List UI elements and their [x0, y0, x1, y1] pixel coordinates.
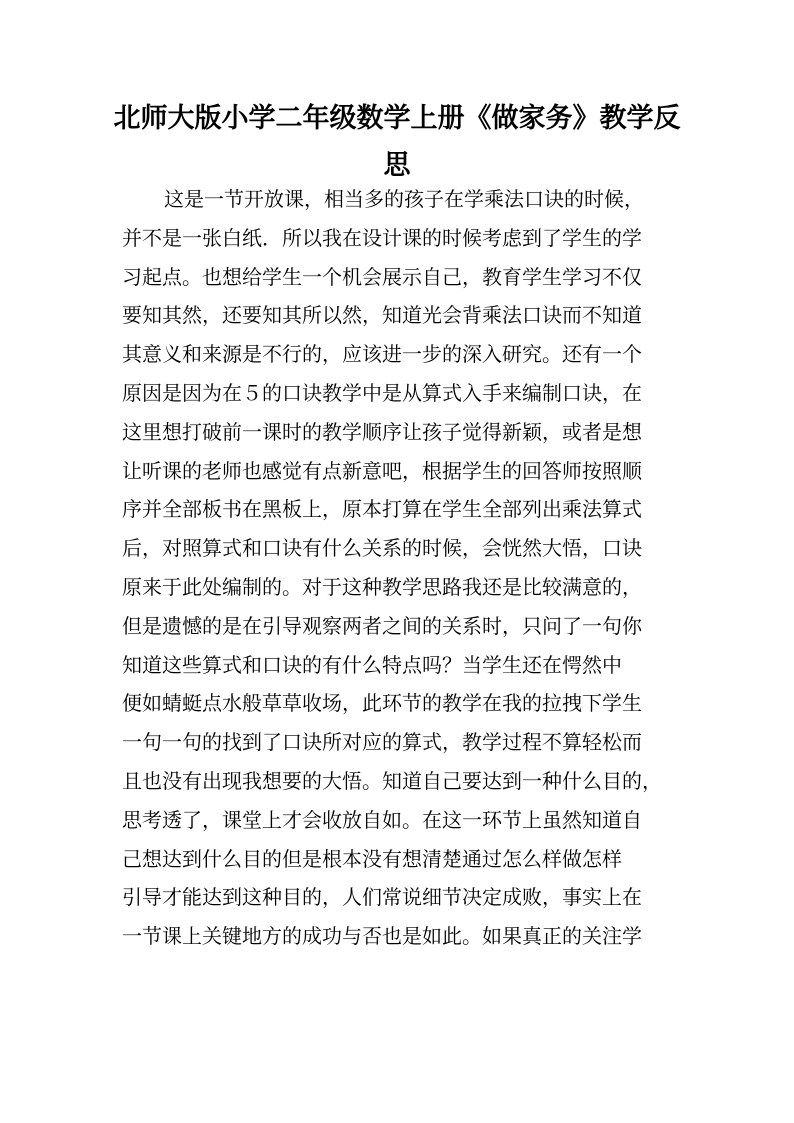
paragraph-line: 一句一句的找到了口诀所对应的算式，教学过程不算轻松而 — [122, 730, 642, 755]
paragraph-line: 让听课的老师也感觉有点新意吧，根据学生的回答师按照顺 — [122, 458, 642, 483]
paragraph-line: 要知其然，还要知其所以然，知道光会背乘法口诀而不知道 — [122, 303, 642, 328]
paragraph-line: 便如蜻蜓点水般草草收场，此环节的教学在我的拉拽下学生 — [122, 691, 642, 716]
paragraph-line: 习起点。也想给学生一个机会展示自己，教育学生学习不仅 — [122, 264, 642, 289]
paragraph-line: 后，对照算式和口诀有什么关系的时候，会恍然大悟，口诀 — [122, 536, 642, 561]
paragraph-line: 思考透了，课堂上才会收放自如。在这一环节上虽然知道自 — [122, 807, 642, 832]
paragraph-line: 其意义和来源是不行的，应该进一步的深入研究。还有一个 — [122, 342, 642, 367]
paragraph-line: 引导才能达到这种目的，人们常说细节决定成败，事实上在 — [122, 885, 642, 910]
paragraph-line: 但是遗憾的是在引导观察两者之间的关系时，只问了一句你 — [122, 613, 642, 638]
document-title — [100, 95, 694, 189]
paragraph-line: 原来于此处编制的。对于这种教学思路我还是比较满意的， — [122, 574, 642, 599]
title-line: 思 — [383, 150, 411, 181]
paragraph-line: 序并全部板书在黑板上，原本打算在学生全部列出乘法算式 — [122, 497, 642, 522]
paragraph-line: 知道这些算式和口诀的有什么特点吗？当学生还在愕然中 — [122, 652, 622, 677]
document-body — [122, 180, 674, 956]
paragraph-line: 这里想打破前一课时的教学顺序让孩子觉得新颖，或者是想 — [122, 419, 642, 444]
paragraph-line: 且也没有出现我想要的大悟。知道自己要达到一种什么目的， — [122, 768, 662, 793]
paragraph-line: 并不是一张白纸．所以我在设计课的时候考虑到了学生的学 — [122, 225, 642, 250]
paragraph-line: 一节课上关键地方的成功与否也是如此。如果真正的关注学 — [122, 924, 642, 949]
paragraph-line: 这是一节开放课，相当多的孩子在学乘法口诀的时候， — [164, 187, 644, 211]
title-line: 北师大版小学二年级数学上册《做家务》教学反 — [113, 103, 681, 134]
paragraph-line: 原因是因为在５的口诀教学中是从算式入手来编制口诀，在 — [122, 380, 642, 405]
paragraph-line: 己想达到什么目的但是根本没有想清楚通过怎么样做怎样 — [122, 846, 622, 871]
